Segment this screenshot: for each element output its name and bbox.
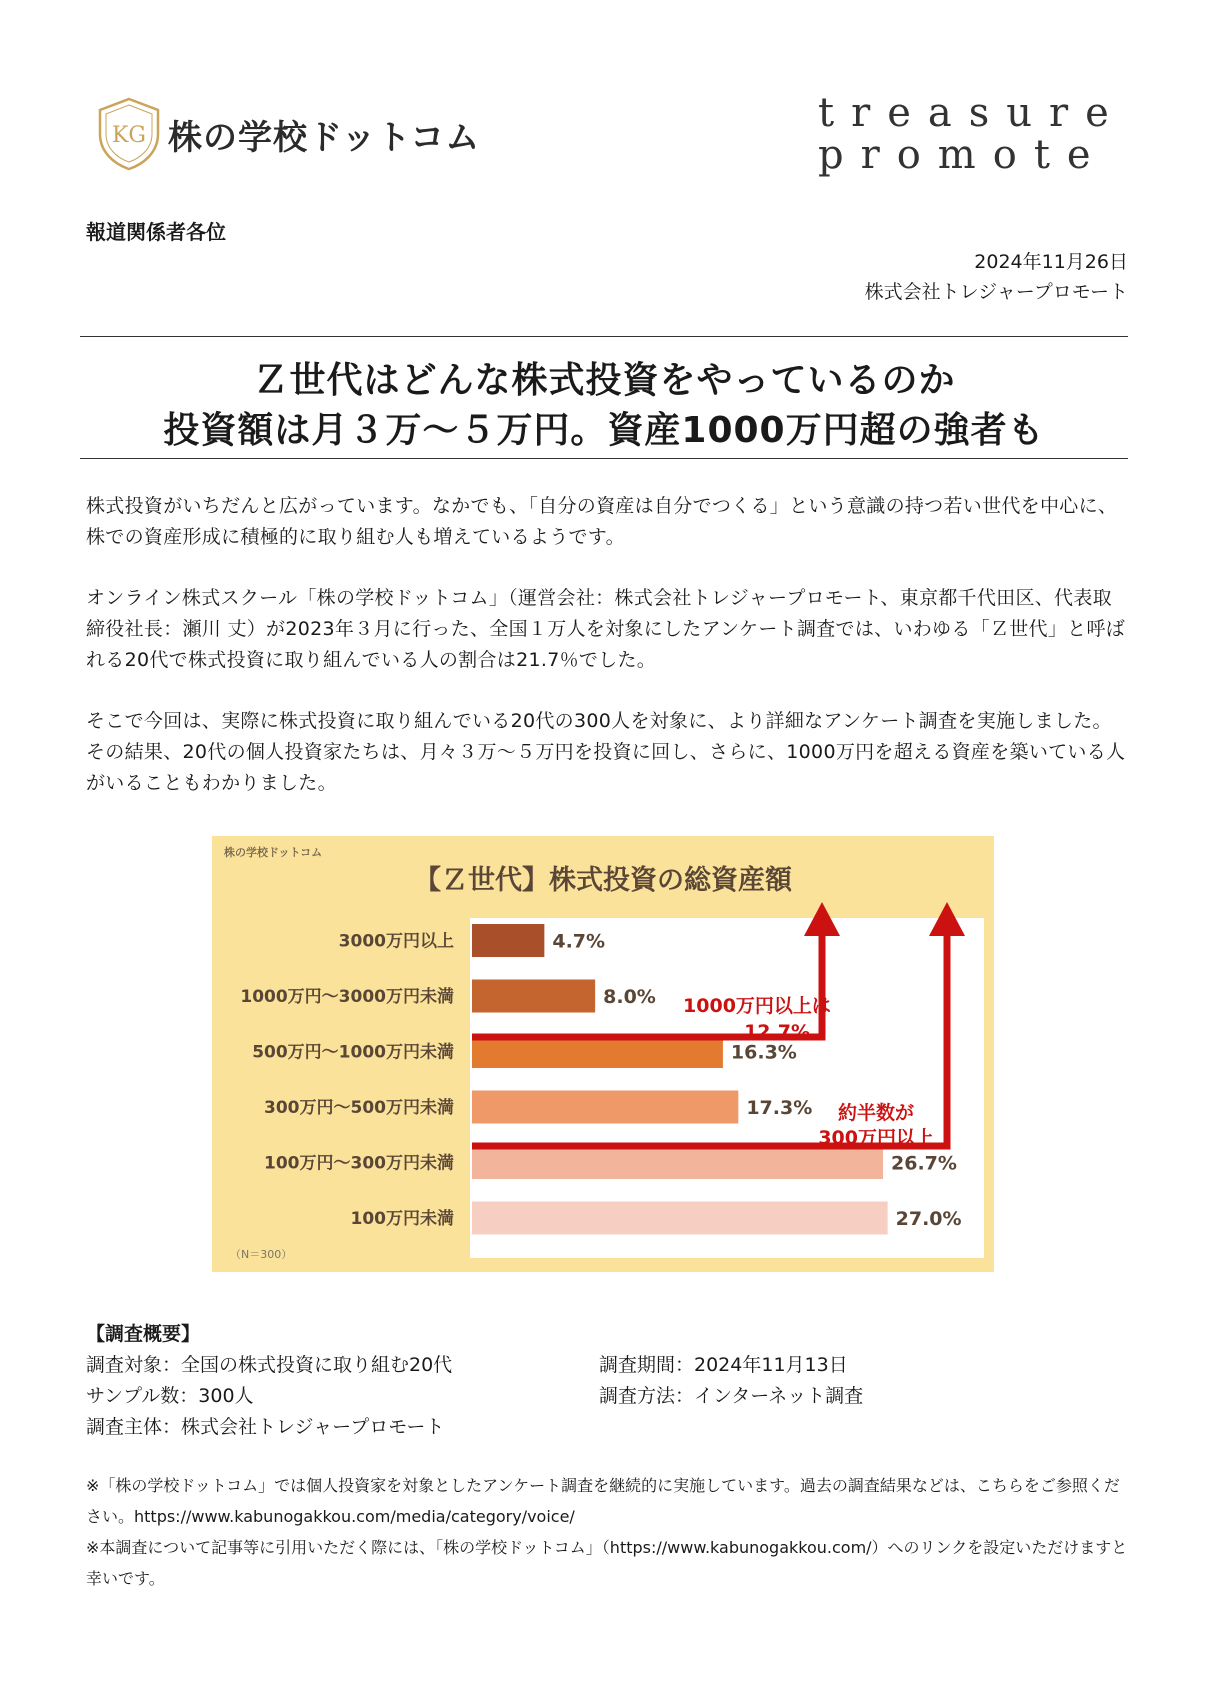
headline-rule-top — [80, 336, 1128, 337]
asset-chart — [212, 836, 994, 1272]
summary-org: 調査主体：株式会社トレジャープロモート — [86, 1416, 445, 1438]
arrow-1-head — [804, 902, 840, 936]
arrow-2-head — [929, 902, 965, 936]
value-label-2: 16.3% — [730, 1041, 797, 1064]
value-label-4: 26.7% — [891, 1152, 957, 1175]
headline-line2: 投資額は月３万～５万円。資産1000万円超の強者も — [163, 410, 1045, 451]
logo-brand-text: 株の学校ドットコム — [168, 118, 481, 158]
summary-target: 調査対象：全国の株式投資に取り組む20代 — [86, 1354, 453, 1376]
body-paragraph-2: オンライン株式スクール「株の学校ドットコム」（運営会社：株式会社トレジャープロモート、東京都千代田区、代表取締役社長：瀬川 丈）が2023年３月に行った、全国１万人を対象にしたアンケート調査では、いわゆる「Ｚ世代」と呼ばれる20代で株式投資に取り組んでいる人の割合は21.7％でした。 — [86, 587, 1126, 671]
value-label-5: 27.0% — [895, 1208, 962, 1230]
annotation-1-line2: 12.7% — [744, 1021, 810, 1043]
category-label-2: 500万円～1000万円未満 — [252, 1042, 454, 1063]
chart-title: 【Ｚ世代】株式投資の総資産額 — [414, 865, 792, 896]
chart-logo: 株の学校ドットコム — [224, 846, 323, 859]
bar-1 — [472, 980, 595, 1013]
logo-right-line2: promote — [818, 132, 1108, 178]
bar-0 — [472, 924, 544, 957]
category-label-1: 1000万円～3000万円未満 — [240, 987, 454, 1007]
logo-kabunogakkou — [94, 96, 494, 172]
footnote-2: ※本調査について記事等に引用いただく際には、「株の学校ドットコム」（https://www.kabunogakkou.com/）へのリンクを設定いただけますと幸いです。 — [86, 1538, 1128, 1588]
bar-4 — [472, 1146, 883, 1179]
value-label-0: 4.7% — [552, 930, 606, 953]
footnote-1: ※「株の学校ドットコム」では個人投資家を対象としたアンケート調査を継続的に実施しています。過去の調査結果などは、こちらをご参照ください。https://www.kabunogakkou.com/media/category/voice/ — [86, 1476, 1120, 1526]
svg-text:KG: KG — [111, 123, 147, 148]
summary-sample: サンプル数：300人 — [86, 1385, 254, 1407]
annotation-2-line1: 約半数が — [837, 1102, 915, 1124]
value-label-3: 17.3% — [746, 1097, 813, 1119]
category-label-0: 3000万円以上 — [338, 931, 454, 952]
press-recipient: 報道関係者各位 — [86, 220, 226, 244]
chart-svg — [212, 836, 994, 1272]
body-paragraph-3: そこで今回は、実際に株式投資に取り組んでいる20代の300人を対象に、より詳細なアンケート調査を実施しました。その結果、20代の個人投資家たちは、月々３万～５万円を投資に回し、さらに、1000万円を超える資産を築いている人がいることもわかりました。 — [86, 710, 1126, 794]
bar-5 — [472, 1202, 888, 1235]
release-date: 2024年11月26日 — [974, 251, 1128, 273]
summary-method: 調査方法：インターネット調査 — [599, 1385, 864, 1407]
shield-logo-icon — [94, 96, 164, 172]
value-label-1: 8.0% — [603, 986, 656, 1008]
body-paragraph-1: 株式投資がいちだんと広がっています。なかでも、「自分の資産は自分でつくる」という意識の持つ若い世代を中心に、株での資産形成に積極的に取り組む人も増えているようです。 — [86, 495, 1118, 548]
chart-sample-note: （N＝300） — [230, 1248, 293, 1261]
category-label-3: 300万円～500万円未満 — [264, 1098, 454, 1118]
logo-treasure-promote — [818, 90, 1126, 178]
category-label-5: 100万円未満 — [350, 1209, 454, 1229]
annotation-2-line2: 300万円以上 — [818, 1127, 934, 1149]
summary-heading: 【調査概要】 — [86, 1323, 201, 1345]
bar-3 — [472, 1091, 738, 1124]
headline-rule-bottom — [80, 458, 1128, 459]
headline-line1: Ｚ世代はどんな株式投資をやっているのか — [252, 360, 956, 401]
category-label-4: 100万円～300万円未満 — [264, 1153, 454, 1174]
annotation-1-line1: 1000万円以上は — [683, 995, 831, 1017]
issuer-company: 株式会社トレジャープロモート — [864, 281, 1128, 303]
summary-period: 調査期間：2024年11月13日 — [599, 1354, 848, 1376]
logo-right-line1: treasure — [818, 90, 1126, 136]
